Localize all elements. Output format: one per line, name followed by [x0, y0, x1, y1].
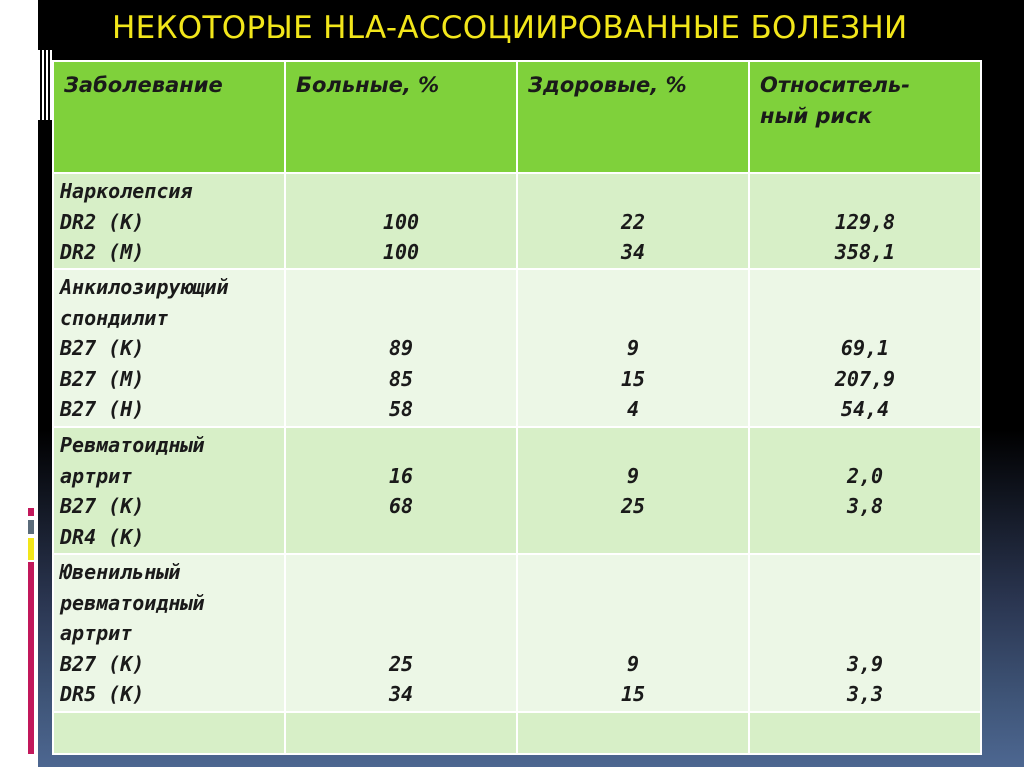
empty-cell	[285, 712, 517, 754]
cell-line: артрит	[60, 621, 133, 645]
cell-line	[286, 557, 516, 588]
deco-bar-pink-long	[28, 562, 34, 754]
risk-cell	[749, 554, 981, 712]
cell-line	[750, 557, 980, 588]
cell-line: 9	[626, 463, 640, 488]
cell-line: 25	[388, 651, 414, 676]
cell-line	[286, 430, 516, 461]
cell-line	[518, 618, 748, 649]
cell-line	[286, 618, 516, 649]
cell-line: 129,8	[834, 209, 896, 234]
table-row	[53, 269, 981, 427]
cell-line	[286, 522, 516, 553]
cell-line: 3,9	[846, 651, 884, 676]
cell-line: B27 (К)	[60, 336, 145, 360]
cell-line: 15	[620, 366, 646, 391]
cell-line: DR2 (М)	[60, 240, 145, 264]
hla-table-container	[52, 60, 980, 742]
deco-bar-yellow	[28, 538, 34, 560]
cell-line	[750, 522, 980, 553]
cell-line: 22	[620, 209, 646, 234]
table-row-empty	[53, 712, 981, 754]
cell-line: B27 (К)	[60, 651, 145, 676]
cell-line: B27 (М)	[60, 366, 145, 391]
healthy-cell	[517, 269, 749, 427]
header-disease: Заболевание	[53, 61, 285, 173]
cell-line: 358,1	[834, 240, 896, 264]
cell-line: Анкилозирующий	[60, 275, 229, 299]
cell-line: 25	[620, 494, 646, 518]
empty-cell	[517, 712, 749, 754]
cell-line: ревматоидный	[60, 590, 205, 615]
patients-cell	[285, 173, 517, 269]
cell-line: DR5 (К)	[60, 682, 145, 706]
patients-cell	[285, 427, 517, 554]
patients-cell	[285, 554, 517, 712]
cell-line: 3,8	[846, 494, 884, 518]
cell-line	[518, 272, 748, 303]
cell-line: DR4 (К)	[60, 524, 145, 549]
healthy-cell	[517, 427, 749, 554]
healthy-cell	[517, 554, 749, 712]
table-header-row	[53, 61, 981, 173]
cell-line: Ювенильный	[60, 560, 181, 584]
empty-cell	[53, 712, 285, 754]
slide-title: НЕКОТОРЫЕ HLA-АССОЦИИРОВАННЫЕ БОЛЕЗНИ	[112, 10, 908, 46]
table-body	[53, 173, 981, 754]
header-patients: Больные, %	[285, 61, 517, 173]
cell-line: 89	[388, 336, 414, 360]
patients-cell	[285, 269, 517, 427]
cell-line	[286, 272, 516, 303]
cell-line	[518, 430, 748, 461]
risk-cell	[749, 173, 981, 269]
cell-line	[286, 303, 516, 334]
cell-line	[518, 176, 748, 207]
cell-line: 100	[382, 240, 420, 264]
cell-line: Ревматоидный	[60, 433, 205, 457]
hla-diseases-table	[52, 60, 982, 755]
table-row	[53, 173, 981, 269]
cell-line: B27 (К)	[60, 494, 145, 518]
risk-cell	[749, 427, 981, 554]
healthy-cell	[517, 173, 749, 269]
cell-line: 15	[620, 682, 646, 706]
cell-line: B27 (Н)	[60, 397, 145, 421]
cell-line: 85	[388, 366, 414, 391]
disease-cell	[53, 554, 285, 712]
disease-cell	[53, 269, 285, 427]
cell-line: 34	[388, 682, 414, 706]
deco-bar-pink-top	[28, 508, 34, 516]
cell-line	[518, 557, 748, 588]
table-row	[53, 427, 981, 554]
cell-line: 4	[626, 397, 640, 421]
cell-line	[286, 588, 516, 619]
deco-bar-gray	[28, 520, 34, 534]
cell-line: спондилит	[60, 305, 169, 330]
disease-cell	[53, 173, 285, 269]
cell-line	[518, 522, 748, 553]
cell-line: DR2 (К)	[60, 209, 145, 234]
cell-line	[750, 303, 980, 334]
cell-line: 3,3	[846, 682, 884, 706]
cell-line: 69,1	[840, 336, 890, 360]
cell-line: 34	[620, 240, 646, 264]
cell-line: 9	[626, 651, 640, 676]
header-relative-risk: Относитель- ный риск	[749, 61, 981, 173]
disease-cell	[53, 427, 285, 554]
header-healthy: Здоровые, %	[517, 61, 749, 173]
cell-line: Нарколепсия	[60, 179, 193, 203]
cell-line	[750, 430, 980, 461]
cell-line: 100	[382, 209, 420, 234]
cell-line: артрит	[60, 463, 133, 488]
cell-line	[518, 588, 748, 619]
cell-line: 9	[626, 336, 640, 360]
cell-line: 68	[388, 494, 414, 518]
cell-line: 207,9	[834, 366, 896, 391]
cell-line	[750, 272, 980, 303]
cell-line	[750, 618, 980, 649]
table-row	[53, 554, 981, 712]
cell-line: 54,4	[840, 397, 890, 421]
cell-line	[518, 303, 748, 334]
cell-line: 2,0	[846, 463, 884, 488]
cell-line	[750, 588, 980, 619]
cell-line: 58	[388, 397, 414, 421]
cell-line: 16	[388, 463, 414, 488]
empty-cell	[749, 712, 981, 754]
risk-cell	[749, 269, 981, 427]
cell-line	[286, 176, 516, 207]
cell-line	[750, 176, 980, 207]
